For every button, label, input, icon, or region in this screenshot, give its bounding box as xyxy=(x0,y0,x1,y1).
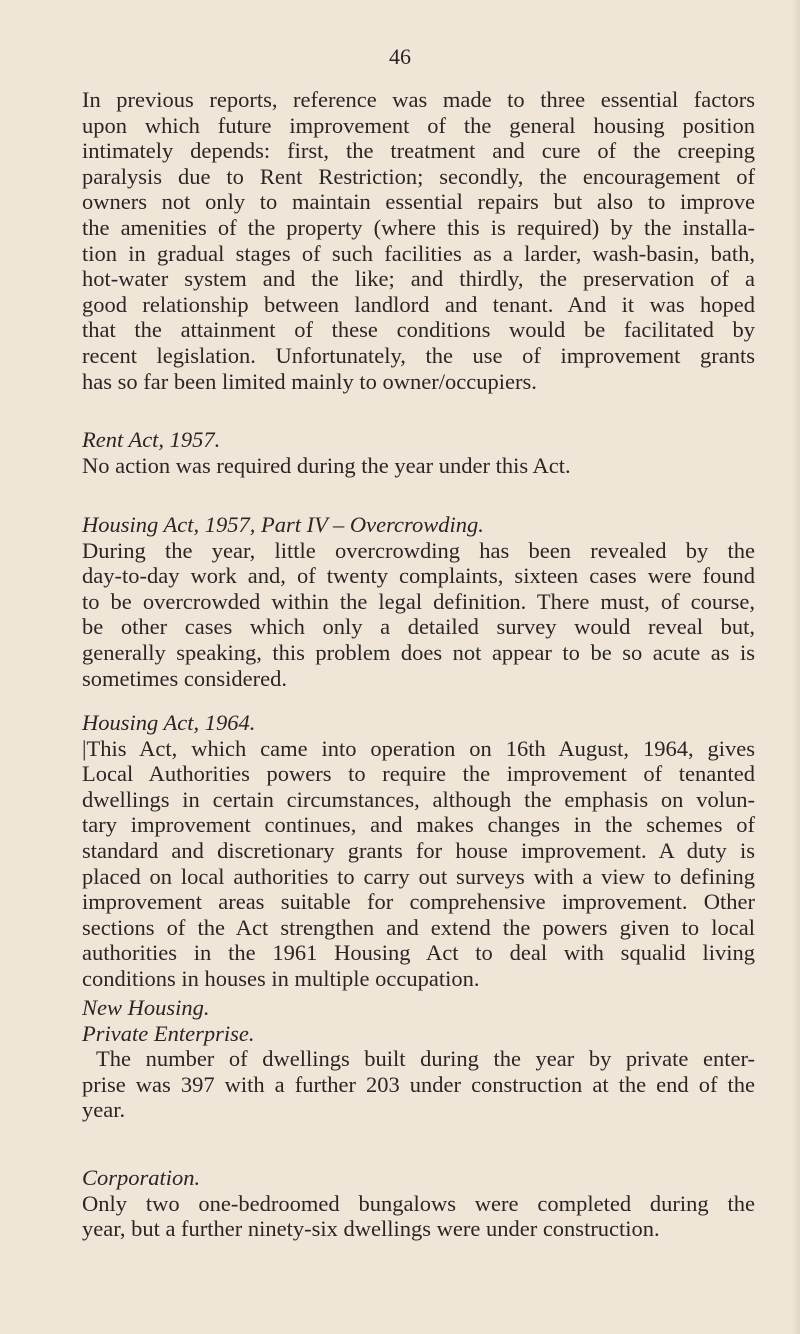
text-line: placed on local authorities to carry out surveys with a view to defining xyxy=(82,863,755,889)
text-line: Only two one-bedroomed bungalows were completed during the xyxy=(82,1190,755,1216)
text-line: owners not only to maintain essential repairs but also to improve xyxy=(82,189,755,215)
section-heading: Rent Act, 1957. xyxy=(82,427,221,452)
text-line: hot-water system and the like; and thirdly, the preservation of a xyxy=(82,266,755,292)
text-line: The number of dwellings built during the year by private enter- xyxy=(96,1046,755,1072)
page-number: 46 xyxy=(389,44,411,69)
text-line: be other cases which only a detailed survey would reveal but, xyxy=(82,614,755,640)
text-line: During the year, little overcrowding has been revealed by the xyxy=(82,537,755,563)
text-line: authorities in the 1961 Housing Act to deal with squalid living xyxy=(82,940,755,966)
text-line: day-to-day work and, of twenty complaints, sixteen cases were found xyxy=(82,563,755,589)
text-line: sometimes considered. xyxy=(82,665,287,691)
section xyxy=(82,995,755,1123)
section xyxy=(82,427,755,478)
section-heading: Corporation. xyxy=(82,1165,201,1190)
text-line: sections of the Act strengthen and extend the powers given to local xyxy=(82,914,755,940)
text-line: |This Act, which came into operation on 16th August, 1964, gives xyxy=(82,735,755,761)
section xyxy=(82,512,755,691)
text-line: recent legislation. Unfortunately, the use of improvement grants xyxy=(82,342,755,368)
text-line: No action was required during the year under this Act. xyxy=(82,452,571,478)
text-line: generally speaking, this problem does not appear to be so acute as is xyxy=(82,639,755,665)
text-line: the amenities of the property (where this is required) by the installa- xyxy=(82,214,755,240)
text-line: standard and discretionary grants for house improvement. A duty is xyxy=(82,837,755,863)
text-line: intimately depends: first, the treatment and cure of the creeping xyxy=(82,138,755,164)
text-line: to be overcrowded within the legal definition. There must, of course, xyxy=(82,588,755,614)
text-line: paralysis due to Rent Restriction; secondly, the encouragement of xyxy=(82,163,755,189)
section xyxy=(82,710,755,992)
text-line: tion in gradual stages of such facilities as a larder, wash-basin, bath, xyxy=(82,240,755,266)
text-line: that the attainment of these conditions would be facilitated by xyxy=(82,317,755,343)
text-line: year. xyxy=(82,1097,126,1123)
text-line: conditions in houses in multiple occupation. xyxy=(82,965,480,991)
text-line: good relationship between landlord and tenant. And it was hoped xyxy=(82,291,755,317)
page-edge-shadow xyxy=(792,0,800,1334)
section xyxy=(82,87,755,394)
section-heading: Housing Act, 1957, Part IV – Overcrowding. xyxy=(82,512,484,537)
text-line: has so far been limited mainly to owner/occupiers. xyxy=(82,368,537,394)
section xyxy=(82,1165,755,1242)
text-line: Local Authorities powers to require the improvement of tenanted xyxy=(82,761,755,787)
text-line: dwellings in certain circumstances, although the emphasis on volun- xyxy=(82,786,755,812)
text-line: In previous reports, reference was made to three essential factors xyxy=(82,87,755,112)
text-line: upon which future improvement of the general housing position xyxy=(82,112,755,138)
text-line: improvement areas suitable for comprehensive improvement. Other xyxy=(82,889,755,915)
section-heading: Housing Act, 1964. xyxy=(82,710,256,735)
text-line: tary improvement continues, and makes changes in the schemes of xyxy=(82,812,755,838)
text-line: year, but a further ninety-six dwellings were under construction. xyxy=(82,1216,660,1242)
section-heading: New Housing. xyxy=(82,995,210,1020)
section-heading: Private Enterprise. xyxy=(82,1020,255,1046)
text-line: prise was 397 with a further 203 under construction at the end of the xyxy=(82,1071,755,1097)
